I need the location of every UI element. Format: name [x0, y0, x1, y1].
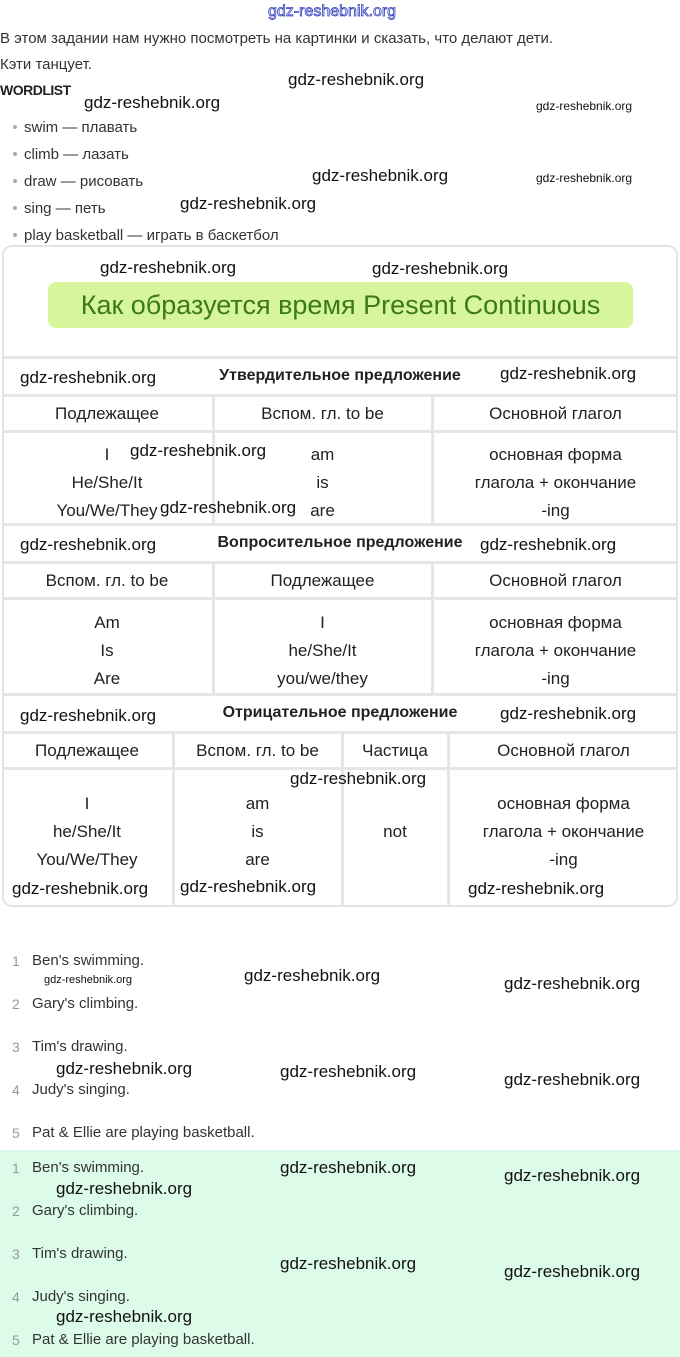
wordlist-item-text: swim — плавать — [24, 119, 138, 136]
bullet-icon — [13, 125, 17, 129]
answer-text: Pat & Ellie are playing basketball. — [32, 1331, 255, 1348]
cell-text: You/We/They — [36, 850, 138, 869]
column-header: Вспом. гл. to be — [196, 741, 319, 760]
watermark: gdz-reshebnik.org — [504, 1166, 641, 1185]
divider — [2, 731, 678, 734]
watermark: gdz-reshebnik.org — [504, 974, 641, 993]
cell-text: am — [245, 794, 270, 813]
answer-text: Judy's singing. — [32, 1081, 130, 1098]
cell-text: he/She/It — [288, 641, 357, 660]
column-header: Частица — [362, 741, 428, 760]
wordlist-item-text: play basketball — играть в баскетбол — [24, 227, 279, 244]
cell-text: глагола + окончание — [474, 473, 637, 492]
answer-text: Tim's drawing. — [32, 1245, 128, 1262]
watermark: gdz-reshebnik.org — [536, 171, 633, 185]
watermark: gdz-reshebnik.org — [180, 877, 317, 896]
divider — [2, 561, 678, 564]
bullet-icon — [13, 206, 17, 210]
affirmative-heading: Утвердительное предложение — [219, 367, 461, 384]
wordlist-item-text: climb — лазать — [24, 146, 129, 163]
subjects-cell — [214, 609, 431, 693]
watermark: gdz-reshebnik.org — [20, 535, 157, 554]
answer-number: 4 — [12, 1082, 20, 1098]
cell-text: are — [310, 501, 335, 520]
watermark: gdz-reshebnik.org — [44, 974, 133, 986]
answer-text: Tim's drawing. — [32, 1038, 128, 1055]
answer-number: 1 — [12, 953, 20, 969]
particle-cell: not — [383, 822, 407, 841]
cell-text: глагола + окончание — [482, 822, 645, 841]
watermark: gdz-reshebnik.org — [20, 706, 157, 725]
wordlist-item-text: draw — рисовать — [24, 173, 144, 190]
cell-text: -ing — [549, 850, 578, 869]
column-header: Основной глагол — [489, 404, 622, 423]
cell-text: глагола + окончание — [474, 641, 637, 660]
question-heading: Вопросительное предложение — [217, 534, 463, 551]
watermark: gdz-reshebnik.org — [244, 966, 381, 985]
subjects-cell — [2, 790, 172, 874]
watermark: gdz-reshebnik.org — [468, 879, 605, 898]
watermark: gdz-reshebnik.org — [280, 1158, 417, 1177]
cell-text: he/She/It — [52, 822, 122, 841]
watermark: gdz-reshebnik.org — [480, 535, 617, 554]
watermark: gdz-reshebnik.org — [288, 70, 425, 89]
wordlist-item — [0, 200, 106, 217]
cell-text: -ing — [541, 501, 570, 520]
answer-number: 5 — [12, 1125, 20, 1141]
watermark: gdz-reshebnik.org — [56, 1179, 193, 1198]
divider — [2, 693, 678, 696]
answer-number: 3 — [12, 1039, 20, 1055]
column-header: Вспом. гл. to be — [261, 404, 384, 423]
cell-text: Is — [100, 641, 114, 660]
column-header: Основной глагол — [497, 741, 630, 760]
cell-text: Are — [93, 669, 121, 688]
cell-text: I — [84, 794, 90, 813]
example-text: Кэти танцует. — [0, 56, 92, 73]
answer-number: 2 — [12, 1203, 20, 1219]
answer-text: Ben's swimming. — [32, 1159, 145, 1176]
bullet-icon — [13, 152, 17, 156]
aux-cell — [174, 790, 341, 874]
answer-text: Gary's climbing. — [32, 995, 139, 1012]
cell-text: He/She/It — [71, 473, 143, 492]
wordlist-item — [0, 173, 143, 190]
main-verb-cell — [433, 609, 678, 693]
aux-cell — [2, 609, 212, 693]
divider — [2, 356, 678, 359]
watermark: gdz-reshebnik.org — [372, 259, 509, 278]
main-verb-cell — [449, 790, 678, 874]
bullet-icon — [13, 179, 17, 183]
divider — [2, 430, 678, 433]
cell-text: You/We/They — [56, 501, 158, 520]
cell-text: -ing — [541, 669, 570, 688]
watermark: gdz-reshebnik.org — [280, 1062, 417, 1081]
column-header: Основной глагол — [489, 571, 622, 590]
watermark: gdz-reshebnik.org — [268, 3, 397, 20]
watermark: gdz-reshebnik.org — [500, 364, 637, 383]
column-header: Подлежащее — [55, 404, 159, 423]
cell-text: I — [320, 613, 325, 632]
watermark: gdz-reshebnik.org — [504, 1070, 641, 1089]
answer-number: 3 — [12, 1246, 20, 1262]
watermark: gdz-reshebnik.org — [180, 194, 317, 213]
answer-number: 4 — [12, 1289, 20, 1305]
wordlist-item — [0, 119, 137, 136]
cell-text: am — [310, 445, 335, 464]
divider — [2, 597, 678, 600]
watermark: gdz-reshebnik.org — [160, 498, 297, 517]
answer-number: 5 — [12, 1332, 20, 1348]
watermark: gdz-reshebnik.org — [290, 769, 427, 788]
answer-text: Pat & Ellie are playing basketball. — [32, 1124, 255, 1141]
answer-text: Gary's climbing. — [32, 1202, 139, 1219]
watermark: gdz-reshebnik.org — [12, 879, 149, 898]
cell-text: you/we/they — [277, 669, 368, 688]
watermark: gdz-reshebnik.org — [20, 368, 157, 387]
main-verb-cell — [433, 441, 678, 525]
grammar-title: Как образуется время Present Continuous — [48, 282, 633, 328]
wordlist-item — [0, 146, 129, 163]
wordlist-title: WORDLIST — [0, 82, 71, 98]
answer-number: 2 — [12, 996, 20, 1012]
column-header: Вспом. гл. to be — [45, 571, 169, 590]
watermark: gdz-reshebnik.org — [536, 99, 633, 113]
cell-text: I — [104, 445, 110, 464]
answer-text: Judy's singing. — [32, 1288, 130, 1305]
watermark: gdz-reshebnik.org — [56, 1307, 193, 1326]
cell-text: are — [245, 850, 270, 869]
column-header: Подлежащее — [35, 741, 139, 760]
cell-text: Am — [94, 613, 120, 632]
answer-text: Ben's swimming. — [32, 952, 145, 969]
cell-text: основная форма — [489, 445, 622, 464]
watermark: gdz-reshebnik.org — [500, 704, 637, 723]
watermark: gdz-reshebnik.org — [100, 258, 237, 277]
watermark: gdz-reshebnik.org — [56, 1059, 193, 1078]
intro-text: В этом задании нам нужно посмотреть на картинки и сказать, что делают дети. — [0, 30, 554, 47]
watermark: gdz-reshebnik.org — [504, 1262, 641, 1281]
cell-text: основная форма — [489, 613, 622, 632]
watermark: gdz-reshebnik.org — [280, 1254, 417, 1273]
wordlist-item-text: sing — петь — [24, 200, 106, 217]
wordlist-item — [0, 227, 279, 244]
bullet-icon — [13, 233, 17, 237]
divider — [2, 394, 678, 397]
negative-heading: Отрицательное предложение — [222, 704, 458, 721]
cell-text: основная форма — [497, 794, 630, 813]
cell-text: is — [251, 822, 264, 841]
watermark: gdz-reshebnik.org — [130, 441, 267, 460]
watermark: gdz-reshebnik.org — [84, 93, 221, 112]
answer-number: 1 — [12, 1160, 20, 1176]
cell-text: is — [316, 473, 329, 492]
column-header: Подлежащее — [270, 571, 375, 590]
watermark: gdz-reshebnik.org — [312, 166, 449, 185]
